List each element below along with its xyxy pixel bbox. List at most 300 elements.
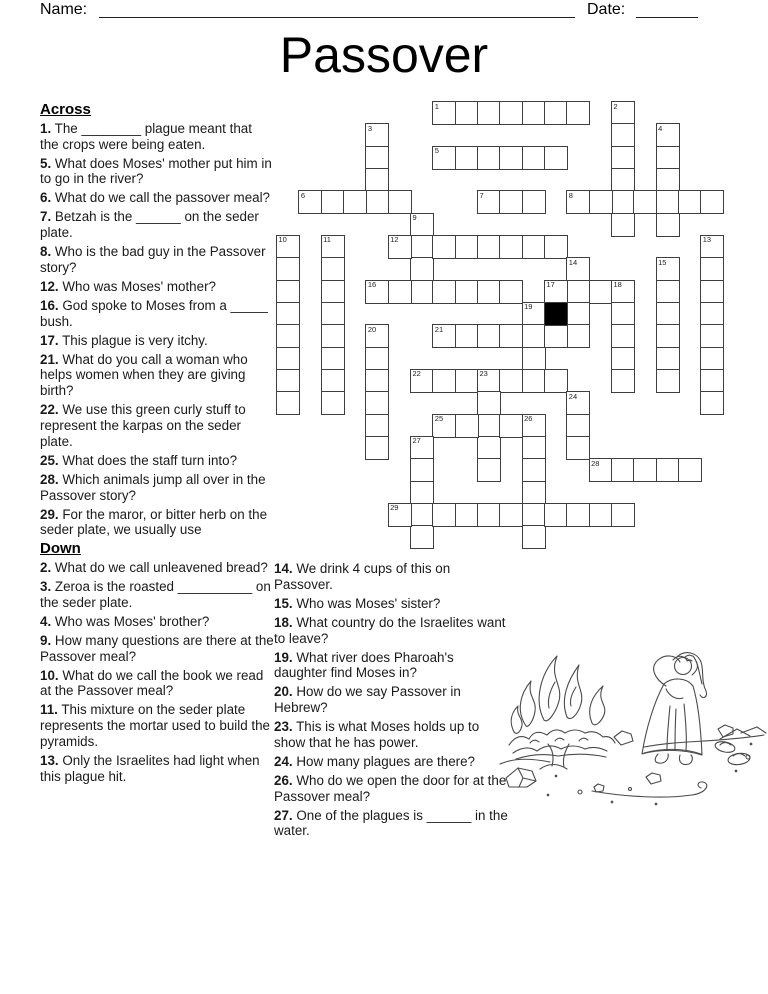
grid-cell[interactable]: [477, 280, 501, 304]
grid-cell[interactable]: [276, 324, 300, 348]
grid-cell[interactable]: [544, 503, 568, 527]
grid-cell[interactable]: [544, 369, 568, 393]
grid-cell[interactable]: [611, 347, 635, 371]
grid-cell[interactable]: [477, 101, 501, 125]
grid-cell[interactable]: [365, 324, 389, 348]
grid-cell[interactable]: [410, 369, 434, 393]
speckle: [555, 775, 557, 777]
grid-cell[interactable]: [522, 525, 546, 549]
bush-foliage: [513, 746, 607, 753]
grid-cell[interactable]: [365, 414, 389, 438]
cell-number: 28: [591, 458, 600, 468]
grid-cell[interactable]: [321, 347, 345, 371]
clue-number: 19.: [274, 649, 293, 665]
grid-cell[interactable]: [321, 280, 345, 304]
grid-cell[interactable]: [477, 369, 501, 393]
clue-2: [40, 560, 274, 576]
grid-cell[interactable]: [365, 280, 389, 304]
clue-number: 2.: [40, 560, 52, 576]
clue-text: How many plagues are there?: [296, 753, 476, 769]
clue-14: [274, 561, 508, 593]
date-input-line[interactable]: [636, 1, 698, 18]
grid-cell[interactable]: [298, 190, 322, 214]
grid-cell[interactable]: [477, 391, 501, 415]
grid-cell[interactable]: [522, 481, 546, 505]
down-clue-list-part2: [274, 561, 508, 839]
clue-text: For the maror, or bitter herb on the seder plate, we usually use: [40, 506, 268, 538]
cell-number: 27: [412, 436, 421, 446]
clue-number: 29.: [40, 506, 59, 522]
grid-cell[interactable]: [544, 235, 568, 259]
grid-cell[interactable]: [321, 190, 345, 214]
staff: [592, 782, 707, 797]
cell-number: 9: [412, 213, 417, 223]
grid-cell[interactable]: [522, 190, 546, 214]
grid-cell[interactable]: [388, 190, 412, 214]
grid-cell[interactable]: [388, 280, 412, 304]
cell-number: 6: [300, 190, 305, 200]
grid-cell[interactable]: [276, 391, 300, 415]
clue-number: 23.: [274, 719, 293, 735]
cell-number: 13: [702, 235, 712, 245]
grid-cell[interactable]: [410, 257, 434, 281]
clue-text: This mixture on the seder plate represents the mortar used to build the pyramids.: [40, 702, 271, 750]
pebble: [629, 788, 632, 791]
rock-facet: [518, 768, 536, 787]
grid-cell[interactable]: [410, 235, 434, 259]
clue-23: [274, 719, 508, 751]
clue-number: 11.: [40, 702, 58, 718]
clue-number: 1.: [40, 120, 52, 136]
grid-cell[interactable]: [544, 280, 568, 304]
clue-28: [40, 472, 274, 504]
grid-cell[interactable]: [544, 146, 568, 170]
grid-cell[interactable]: [276, 280, 300, 304]
grid-cell[interactable]: [544, 324, 568, 348]
cell-number: 14: [568, 257, 578, 267]
grid-cell[interactable]: [633, 190, 657, 214]
speckle: [735, 770, 737, 772]
grid-cell[interactable]: [566, 302, 590, 326]
clue-text: Who was Moses' sister?: [296, 595, 441, 611]
bush-leaf: [530, 740, 539, 743]
clue-17: [40, 333, 274, 349]
moses-hand: [692, 661, 697, 675]
grid-cell[interactable]: [321, 391, 345, 415]
grid-cell[interactable]: [388, 503, 412, 527]
clue-number: 7.: [40, 209, 52, 225]
grid-cell[interactable]: [276, 257, 300, 281]
grid-cell[interactable]: [321, 302, 345, 326]
grid-cell[interactable]: [388, 235, 412, 259]
clue-number: 22.: [40, 402, 59, 418]
grid-cell[interactable]: [611, 324, 635, 348]
grid-cell[interactable]: [432, 146, 456, 170]
grid-cell[interactable]: [656, 324, 680, 348]
clue-number: 26.: [274, 772, 293, 788]
grid-cell[interactable]: [700, 302, 724, 326]
grid-cell[interactable]: [633, 458, 657, 482]
grid-cell[interactable]: [499, 324, 523, 348]
grid-cell[interactable]: [477, 324, 501, 348]
clue-16: [40, 298, 274, 330]
clue-text: One of the plagues is ______ in the water.: [274, 807, 508, 839]
grid-cell[interactable]: [611, 123, 635, 147]
grid-cell[interactable]: [656, 146, 680, 170]
grid-cell[interactable]: [611, 168, 635, 192]
cell-number: 5: [434, 146, 439, 156]
clue-number: 15.: [274, 595, 293, 611]
mountain: [741, 727, 766, 733]
grid-cell[interactable]: [499, 101, 523, 125]
grid-cell[interactable]: [410, 503, 434, 527]
clues-right-column: [274, 561, 508, 842]
cell-number: 19: [524, 302, 533, 312]
grid-cell[interactable]: [499, 235, 523, 259]
clue-text: Who do we open the door for at the Passover meal?: [274, 772, 507, 804]
clue-19: [274, 650, 508, 682]
grid-cell[interactable]: [611, 280, 635, 304]
clue-text: We drink 4 cups of this on Passover.: [274, 561, 451, 592]
grid-cell[interactable]: [410, 436, 434, 460]
clue-text: What country do the Israelites want to leave?: [274, 614, 506, 646]
grid-cell[interactable]: [700, 391, 724, 415]
grid-cell[interactable]: [365, 168, 389, 192]
grid-cell[interactable]: [544, 101, 568, 125]
bush-base: [516, 754, 606, 759]
rock: [614, 731, 633, 745]
clue-text: What do you call a woman who helps women when they are giving birth?: [40, 351, 248, 399]
grid-cell[interactable]: [477, 235, 501, 259]
grid-cell[interactable]: [321, 369, 345, 393]
grid-cell[interactable]: [477, 190, 501, 214]
grid-cell[interactable]: [589, 458, 613, 482]
grid-cell[interactable]: [522, 302, 546, 326]
grid-cell[interactable]: [589, 280, 613, 304]
grid-cell[interactable]: [410, 280, 434, 304]
bush-foliage: [509, 730, 615, 745]
cell-number: 7: [479, 190, 484, 200]
grid-cell[interactable]: [365, 190, 389, 214]
grid-cell[interactable]: [566, 190, 590, 214]
grid-cell[interactable]: [566, 436, 590, 460]
cell-number: 20: [367, 324, 377, 334]
grid-cell[interactable]: [656, 369, 680, 393]
clue-3: [40, 579, 274, 611]
clue-text: This plague is very itchy.: [62, 332, 208, 348]
clue-27: [274, 808, 508, 840]
grid-cell[interactable]: [522, 414, 546, 438]
grid-cell[interactable]: [522, 324, 546, 348]
cell-number: 29: [390, 503, 399, 513]
speckle: [750, 743, 752, 745]
grid-cell[interactable]: [566, 391, 590, 415]
clue-number: 6.: [40, 190, 52, 206]
clue-number: 5.: [40, 155, 52, 171]
grid-cell[interactable]: [455, 101, 479, 125]
grid-cell[interactable]: [432, 280, 456, 304]
grid-cell[interactable]: [455, 503, 479, 527]
date-label: Date:: [587, 1, 626, 18]
grid-cell[interactable]: [611, 503, 635, 527]
grid-cell[interactable]: [566, 503, 590, 527]
grid-cell[interactable]: [700, 369, 724, 393]
grid-cell[interactable]: [455, 324, 479, 348]
grid-cell[interactable]: [477, 146, 501, 170]
rock: [506, 768, 536, 787]
grid-cell[interactable]: [276, 369, 300, 393]
clue-12: [40, 279, 274, 295]
cell-number: 22: [412, 369, 421, 379]
clue-text: The ________ plague meant that the crops were being eaten.: [40, 120, 252, 152]
across-clue-list: [40, 121, 274, 538]
bush-trunk: [540, 765, 567, 770]
clue-text: Only the Israelites had light when this plague hit.: [40, 753, 260, 784]
clue-29: [40, 507, 274, 539]
clue-number: 17.: [40, 332, 59, 348]
grid-cell[interactable]: [656, 168, 680, 192]
grid-cell[interactable]: [321, 257, 345, 281]
clue-6: [40, 190, 274, 206]
grid-cell[interactable]: [477, 503, 501, 527]
cell-number: 4: [658, 123, 663, 133]
grid-cell[interactable]: [499, 190, 523, 214]
grid-cell[interactable]: [499, 369, 523, 393]
clue-13: [40, 753, 274, 785]
grid-cell[interactable]: [656, 302, 680, 326]
clue-text: Who is the bad guy in the Passover story?: [40, 244, 266, 275]
cell-number: 23: [479, 369, 488, 379]
rock: [646, 773, 661, 784]
pebble: [578, 790, 582, 794]
grid-cell[interactable]: [410, 525, 434, 549]
across-heading: Across: [40, 101, 91, 118]
clue-number: 16.: [40, 297, 59, 313]
clue-number: 20.: [274, 684, 293, 700]
cell-number: 26: [524, 414, 533, 424]
clue-number: 3.: [40, 579, 52, 595]
grid-cell[interactable]: [499, 146, 523, 170]
clue-9: [40, 633, 274, 665]
grid-cell[interactable]: [410, 213, 434, 237]
grid-cell[interactable]: [499, 280, 523, 304]
grid-cell[interactable]: [678, 190, 702, 214]
cell-number: 24: [568, 391, 578, 401]
moses-foot: [655, 754, 668, 763]
grid-cell[interactable]: [700, 235, 724, 259]
grid-cell[interactable]: [455, 146, 479, 170]
clue-number: 25.: [40, 452, 59, 468]
clue-8: [40, 244, 274, 276]
clue-number: 13.: [40, 753, 59, 769]
grid-cell[interactable]: [455, 235, 479, 259]
clue-text: Zeroa is the roasted __________ on the seder plate.: [40, 579, 271, 610]
grid-cell[interactable]: [343, 190, 367, 214]
clue-text: Who was Moses' brother?: [54, 613, 210, 629]
grid-cell[interactable]: [365, 436, 389, 460]
grid-cell[interactable]: [276, 302, 300, 326]
grid-cell[interactable]: [432, 369, 456, 393]
grid-cell[interactable]: [589, 190, 613, 214]
grid-cell[interactable]: [522, 458, 546, 482]
grid-cell[interactable]: [611, 302, 635, 326]
clue-text: What do we call the passover meal?: [54, 190, 271, 206]
clue-15: [274, 596, 508, 612]
grid-cell[interactable]: [700, 324, 724, 348]
cell-number: 3: [367, 123, 372, 133]
grid-cell[interactable]: [700, 190, 724, 214]
name-input-line[interactable]: [99, 1, 575, 18]
grid-cell[interactable]: [432, 235, 456, 259]
grid-cell[interactable]: [499, 503, 523, 527]
robe-fold: [684, 704, 686, 750]
ground-line: [500, 759, 550, 764]
cell-number: 15: [658, 257, 667, 267]
clue-20: [274, 684, 508, 716]
grid-cell[interactable]: [611, 458, 635, 482]
grid-cell[interactable]: [522, 347, 546, 371]
grid-cell[interactable]: [455, 280, 479, 304]
grid-cell[interactable]: [656, 190, 680, 214]
grid-cell[interactable]: [499, 414, 523, 438]
grid-cell[interactable]: [656, 213, 680, 237]
down-clue-list-part1: [40, 560, 274, 784]
grid-cell[interactable]: [276, 347, 300, 371]
clue-number: 14.: [274, 561, 293, 576]
grid-cell[interactable]: [611, 213, 635, 237]
grid-cell[interactable]: [656, 280, 680, 304]
speckle: [655, 803, 657, 805]
grid-cell[interactable]: [656, 458, 680, 482]
grid-cell[interactable]: [365, 123, 389, 147]
grid-cell[interactable]: [700, 257, 724, 281]
flame-inner: [548, 682, 555, 708]
grid-cell[interactable]: [365, 391, 389, 415]
grid-cell[interactable]: [678, 458, 702, 482]
clue-text: How do we say Passover in Hebrew?: [274, 684, 461, 716]
grid-cell[interactable]: [365, 369, 389, 393]
clue-10: [40, 668, 274, 700]
grid-cell[interactable]: [656, 257, 680, 281]
clue-text: What do we call the book we read at the Passover meal?: [40, 667, 264, 699]
rock: [594, 784, 604, 792]
grid-cell[interactable]: [566, 324, 590, 348]
clue-number: 24.: [274, 753, 293, 769]
clue-5: [40, 156, 274, 188]
black-cell: [544, 302, 568, 326]
grid-cell[interactable]: [432, 503, 456, 527]
clue-22: [40, 402, 274, 449]
name-label: Name:: [40, 1, 88, 18]
grid-cell[interactable]: [276, 235, 300, 259]
clue-24: [274, 754, 508, 770]
grid-cell[interactable]: [700, 280, 724, 304]
grid-cell[interactable]: [477, 458, 501, 482]
cell-number: 8: [568, 190, 573, 200]
grid-cell[interactable]: [611, 146, 635, 170]
cell-number: 1: [434, 101, 439, 111]
grid-cell[interactable]: [522, 146, 546, 170]
grid-cell[interactable]: [611, 369, 635, 393]
robe-fold: [666, 689, 683, 699]
clue-text: This is what Moses holds up to show that he has power.: [274, 719, 480, 750]
clue-text: What river does Pharoah's daughter find Moses in?: [274, 649, 454, 681]
cell-number: 12: [390, 235, 399, 245]
grid-cell[interactable]: [611, 101, 635, 125]
grid-cell[interactable]: [566, 101, 590, 125]
speckle: [611, 801, 613, 803]
grid-cell[interactable]: [566, 257, 590, 281]
grid-cell[interactable]: [522, 369, 546, 393]
clue-11: [40, 702, 274, 749]
grid-cell[interactable]: [522, 235, 546, 259]
crossword-grid[interactable]: [276, 101, 726, 551]
grid-cell[interactable]: [365, 146, 389, 170]
cell-number: 10: [278, 235, 287, 245]
grid-cell[interactable]: [477, 436, 501, 460]
moses-foot: [679, 755, 692, 765]
grid-cell[interactable]: [321, 324, 345, 348]
clue-text: What does the staff turn into?: [62, 452, 238, 468]
flame-inner: [570, 687, 576, 706]
grid-cell[interactable]: [432, 324, 456, 348]
clue-number: 21.: [40, 351, 59, 367]
clue-number: 8.: [40, 244, 52, 260]
moses-hair: [676, 653, 706, 698]
clue-7: [40, 209, 274, 241]
clue-26: [274, 773, 508, 805]
bush-leaf: [555, 738, 564, 741]
clues-left-column: [40, 102, 274, 788]
cell-number: 2: [613, 101, 618, 111]
cell-number: 17: [546, 280, 555, 290]
clue-text: Which animals jump all over in the Passover story?: [40, 471, 266, 503]
clue-number: 10.: [40, 667, 59, 683]
grid-cell[interactable]: [656, 123, 680, 147]
grid-cell[interactable]: [522, 101, 546, 125]
grid-cell[interactable]: [455, 414, 479, 438]
clue-text: What do we call unleavened bread?: [54, 560, 268, 576]
flame: [520, 681, 535, 726]
grid-cell[interactable]: [700, 347, 724, 371]
grid-cell[interactable]: [522, 436, 546, 460]
clue-25: [40, 453, 274, 469]
grid-cell[interactable]: [611, 190, 635, 214]
clue-number: 9.: [40, 632, 52, 648]
grid-cell[interactable]: [432, 101, 456, 125]
grid-cell[interactable]: [566, 280, 590, 304]
grid-cell[interactable]: [566, 414, 590, 438]
speckle: [547, 794, 549, 796]
grid-cell[interactable]: [522, 503, 546, 527]
grid-cell[interactable]: [410, 458, 434, 482]
clue-number: 27.: [274, 807, 293, 823]
grid-cell[interactable]: [410, 481, 434, 505]
grid-cell[interactable]: [432, 414, 456, 438]
cell-number: 21: [434, 324, 444, 334]
grid-cell[interactable]: [656, 347, 680, 371]
grid-cell[interactable]: [455, 369, 479, 393]
grid-cell[interactable]: [477, 414, 501, 438]
page-title: Passover: [279, 27, 489, 83]
cell-number: 16: [367, 280, 377, 290]
flame: [539, 656, 560, 721]
grid-cell[interactable]: [589, 503, 613, 527]
grid-cell[interactable]: [321, 235, 345, 259]
grid-cell[interactable]: [365, 347, 389, 371]
clue-number: 28.: [40, 471, 59, 487]
burning-bush-illustration: [496, 644, 768, 816]
